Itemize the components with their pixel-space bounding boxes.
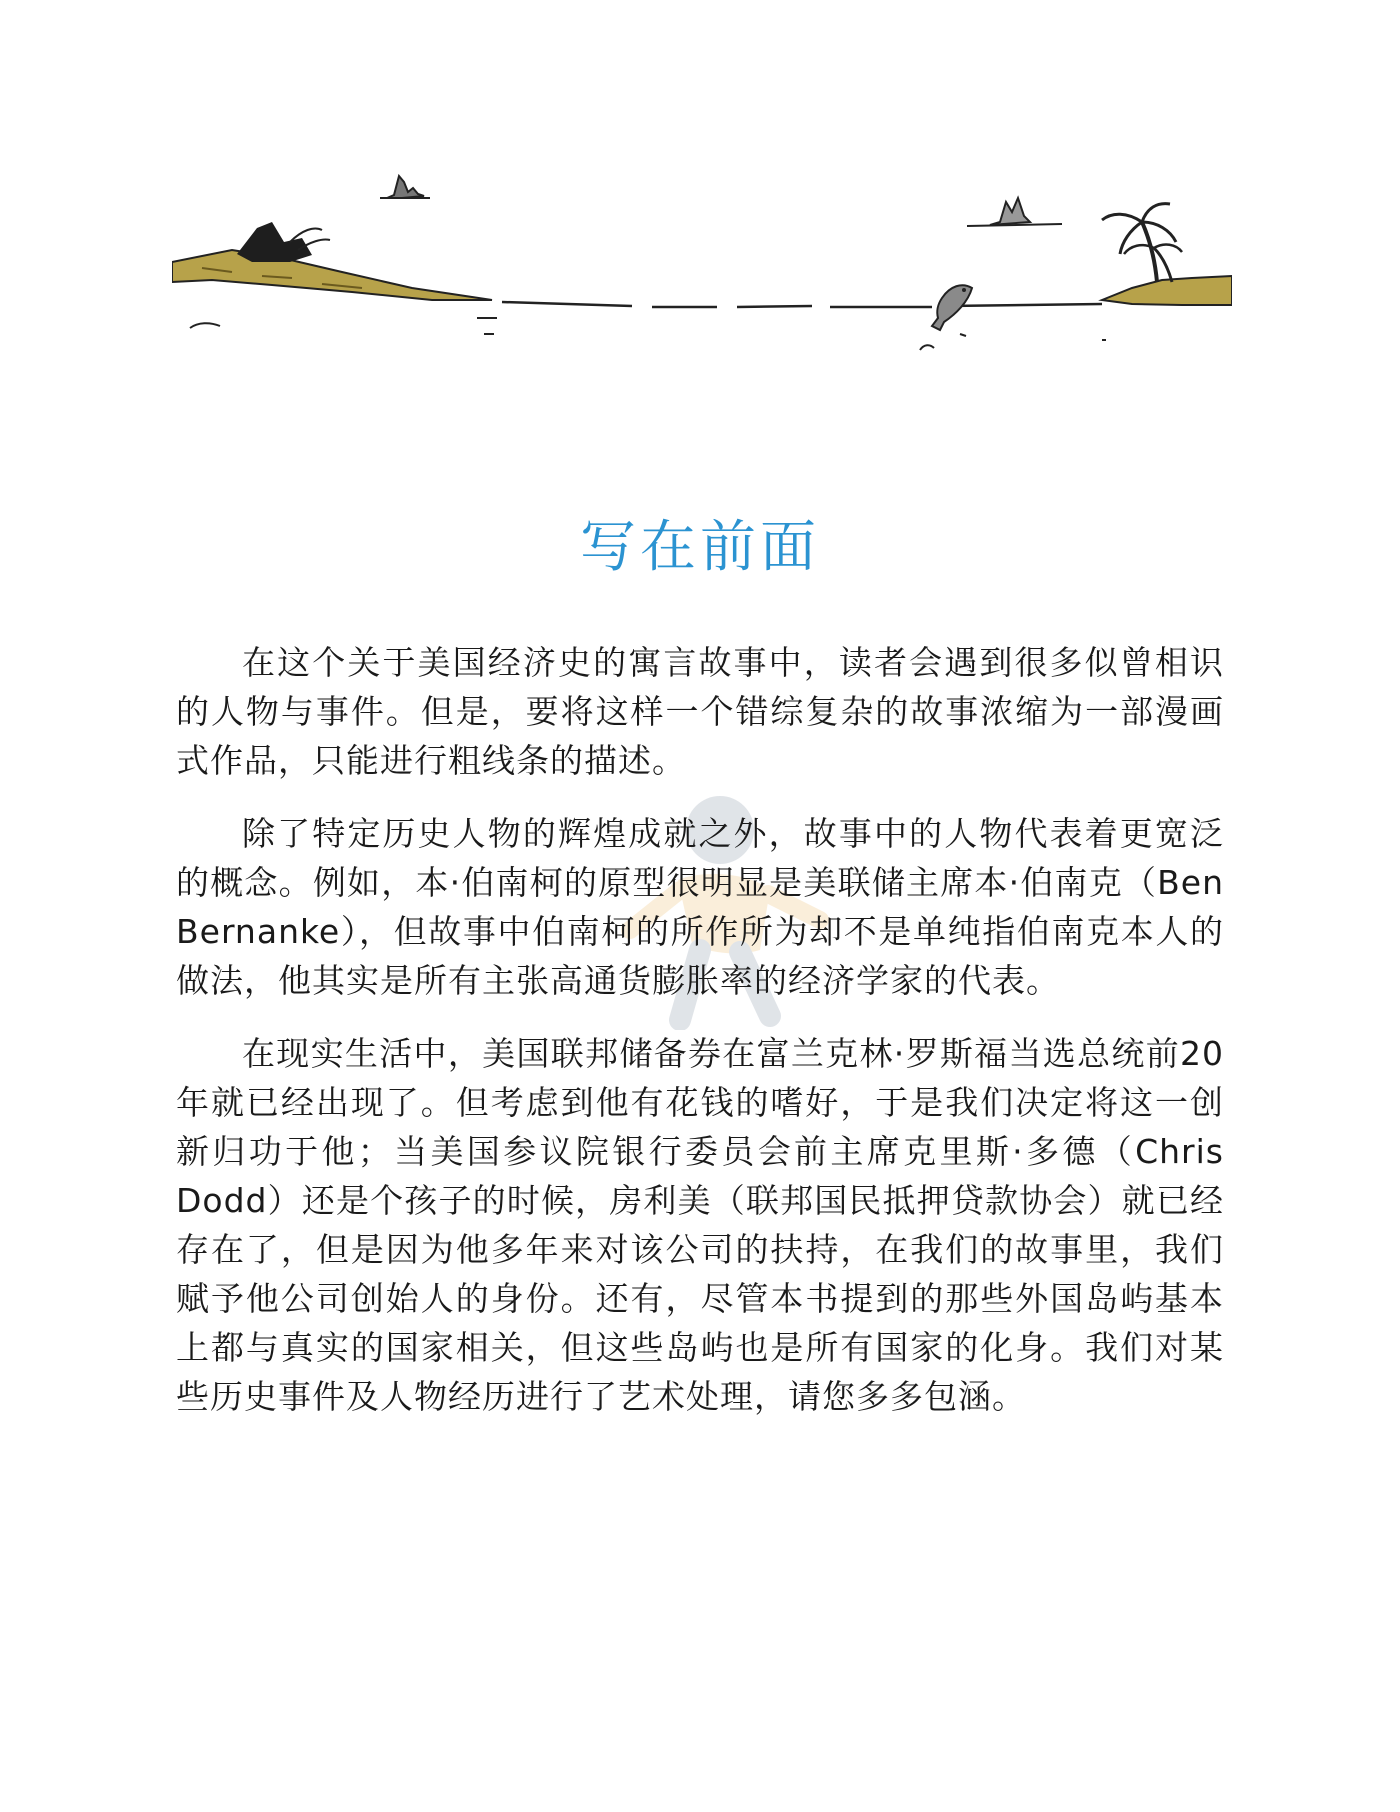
left-shore [172, 222, 492, 300]
paragraph-2: 除了特定历史人物的辉煌成就之外，故事中的人物代表着更宽泛的概念。例如，本·伯南柯的原型很明显是美联储主席本·伯南克（Ben Bernanke），但故事中伯南柯的所作所为却不是单纯指伯南克本人的做法，他其实是所有主张高通货膨胀率的经济学家的代表。 [176, 814, 1224, 1000]
preface-body [176, 638, 1224, 1445]
page-title: 写在前面 [580, 515, 820, 580]
right-palm-island [1102, 204, 1232, 305]
horizon-line [502, 302, 1102, 307]
paragraph-1: 在这个关于美国经济史的寓言故事中，读者会遇到很多似曾相识的人物与事件。但是，要将这样一个错综复杂的故事浓缩为一部漫画式作品，只能进行粗线条的描述。 [176, 643, 1224, 780]
distant-island-left [380, 176, 430, 198]
distant-island-right [967, 198, 1062, 226]
island-seascape-illustration [172, 150, 1232, 410]
jumping-fish [920, 285, 972, 350]
paragraph-3: 在现实生活中，美国联邦储备券在富兰克林·罗斯福当选总统前20年就已经出现了。但考虑到他有花钱的嗜好，于是我们决定将这一创新归功于他；当美国参议院银行委员会前主席克里斯·多德（Chris Dodd）还是个孩子的时候，房利美（联邦国民抵押贷款协会）就已经存在了，但是因为他多年来对该公司的扶持，在我们的故事里，我们赋予他公司创始人的身份。还有，尽管本书提到的那些外国岛屿基本上都与真实的国家相关，但这些岛屿也是所有国家的化身。我们对某些历史事件及人物经历进行了艺术处理，请您多多包涵。 [176, 1034, 1224, 1416]
